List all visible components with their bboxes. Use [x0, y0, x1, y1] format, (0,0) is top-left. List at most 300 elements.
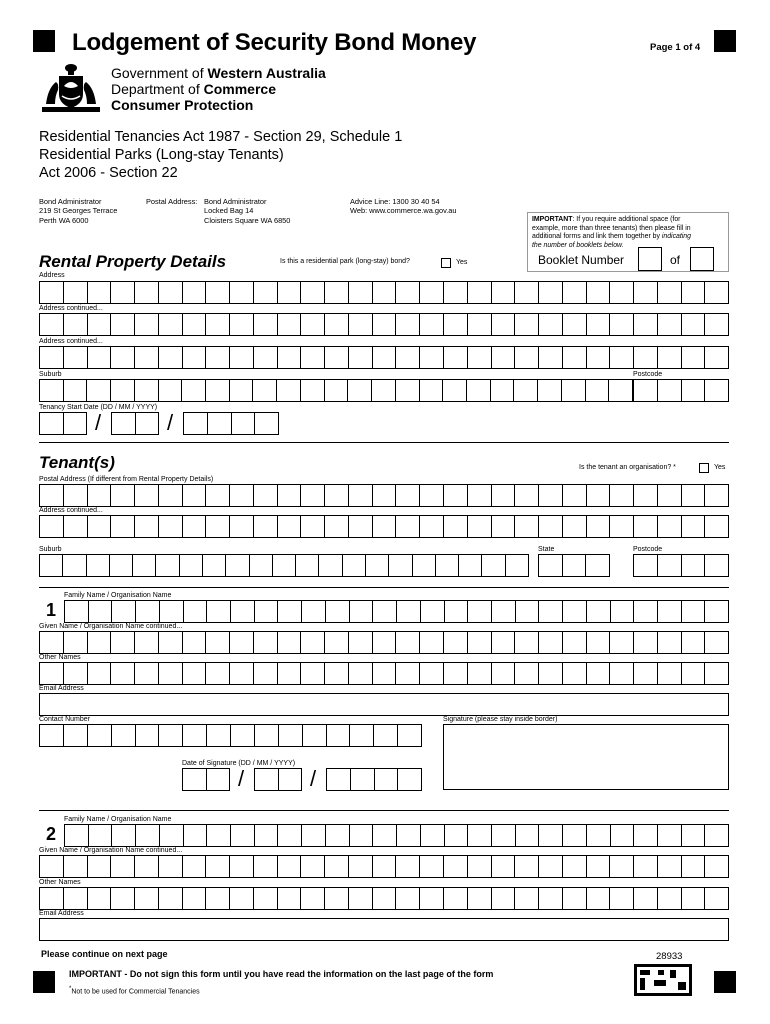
character-cell[interactable]: [633, 856, 657, 877]
character-cell[interactable]: [514, 856, 538, 877]
character-cell[interactable]: [134, 516, 158, 537]
character-cell[interactable]: [348, 282, 372, 303]
character-cell[interactable]: [349, 725, 373, 746]
character-cell[interactable]: [229, 632, 253, 653]
character-cell[interactable]: [135, 413, 159, 434]
character-cell[interactable]: [229, 380, 253, 401]
character-cell[interactable]: [608, 380, 632, 401]
character-cell[interactable]: [206, 725, 230, 746]
character-cell[interactable]: [302, 725, 326, 746]
character-cell[interactable]: [490, 380, 514, 401]
character-cell[interactable]: [388, 555, 411, 576]
character-cell[interactable]: [300, 282, 324, 303]
character-cell[interactable]: [681, 555, 705, 576]
character-cell[interactable]: [40, 380, 63, 401]
character-cell[interactable]: [443, 888, 467, 909]
character-cell[interactable]: [134, 632, 158, 653]
tenant2-family-name-field[interactable]: [64, 824, 729, 847]
character-cell[interactable]: [253, 314, 277, 335]
tenant2-given-name-field[interactable]: [39, 855, 729, 878]
character-cell[interactable]: [395, 516, 419, 537]
character-cell[interactable]: [207, 413, 231, 434]
character-cell[interactable]: [538, 347, 562, 368]
character-cell[interactable]: [182, 663, 206, 684]
tenant1-contact-field[interactable]: [39, 724, 422, 747]
character-cell[interactable]: [681, 380, 705, 401]
character-cell[interactable]: [538, 663, 562, 684]
character-cell[interactable]: [481, 555, 504, 576]
character-cell[interactable]: [561, 380, 585, 401]
character-cell[interactable]: [205, 632, 229, 653]
character-cell[interactable]: [158, 314, 182, 335]
character-cell[interactable]: [111, 601, 135, 622]
character-cell[interactable]: [395, 347, 419, 368]
character-cell[interactable]: [586, 485, 610, 506]
character-cell[interactable]: [300, 347, 324, 368]
character-cell[interactable]: [254, 725, 278, 746]
character-cell[interactable]: [158, 282, 182, 303]
character-cell[interactable]: [657, 825, 681, 846]
character-cell[interactable]: [112, 413, 135, 434]
character-cell[interactable]: [704, 663, 728, 684]
character-cell[interactable]: [586, 347, 610, 368]
character-cell[interactable]: [491, 663, 515, 684]
character-cell[interactable]: [276, 380, 300, 401]
character-cell[interactable]: [443, 856, 467, 877]
character-cell[interactable]: [458, 555, 481, 576]
character-cell[interactable]: [158, 347, 182, 368]
character-cell[interactable]: [513, 380, 537, 401]
character-cell[interactable]: [444, 825, 468, 846]
character-cell[interactable]: [40, 282, 63, 303]
character-cell[interactable]: [514, 282, 538, 303]
character-cell[interactable]: [681, 485, 705, 506]
character-cell[interactable]: [365, 555, 388, 576]
character-cell[interactable]: [110, 663, 134, 684]
character-cell[interactable]: [348, 663, 372, 684]
character-cell[interactable]: [300, 888, 324, 909]
character-cell[interactable]: [442, 380, 466, 401]
character-cell[interactable]: [419, 347, 443, 368]
character-cell[interactable]: [371, 380, 395, 401]
character-cell[interactable]: [40, 314, 63, 335]
character-cell[interactable]: [301, 601, 325, 622]
character-cell[interactable]: [657, 663, 681, 684]
character-cell[interactable]: [419, 663, 443, 684]
character-cell[interactable]: [231, 413, 255, 434]
character-cell[interactable]: [634, 555, 657, 576]
character-cell[interactable]: [300, 663, 324, 684]
character-cell[interactable]: [372, 516, 396, 537]
character-cell[interactable]: [586, 516, 610, 537]
character-cell[interactable]: [467, 282, 491, 303]
character-cell[interactable]: [347, 380, 371, 401]
character-cell[interactable]: [586, 888, 610, 909]
character-cell[interactable]: [348, 632, 372, 653]
character-cell[interactable]: [158, 485, 182, 506]
character-cell[interactable]: [396, 825, 420, 846]
character-cell[interactable]: [562, 485, 586, 506]
character-cell[interactable]: [562, 825, 586, 846]
character-cell[interactable]: [657, 555, 681, 576]
character-cell[interactable]: [397, 769, 421, 790]
character-cell[interactable]: [324, 856, 348, 877]
character-cell[interactable]: [253, 516, 277, 537]
character-cell[interactable]: [182, 485, 206, 506]
character-cell[interactable]: [633, 632, 657, 653]
character-cell[interactable]: [443, 485, 467, 506]
character-cell[interactable]: [467, 856, 491, 877]
character-cell[interactable]: [419, 856, 443, 877]
character-cell[interactable]: [134, 485, 158, 506]
character-cell[interactable]: [86, 555, 109, 576]
character-cell[interactable]: [372, 888, 396, 909]
character-cell[interactable]: [63, 314, 87, 335]
character-cell[interactable]: [324, 347, 348, 368]
character-cell[interactable]: [110, 314, 134, 335]
character-cell[interactable]: [277, 888, 301, 909]
character-cell[interactable]: [135, 725, 159, 746]
character-cell[interactable]: [537, 380, 561, 401]
character-cell[interactable]: [63, 632, 87, 653]
character-cell[interactable]: [514, 888, 538, 909]
character-cell[interactable]: [325, 601, 349, 622]
character-cell[interactable]: [505, 555, 528, 576]
character-cell[interactable]: [324, 663, 348, 684]
character-cell[interactable]: [467, 888, 491, 909]
character-cell[interactable]: [657, 282, 681, 303]
character-cell[interactable]: [40, 516, 63, 537]
character-cell[interactable]: [324, 282, 348, 303]
character-cell[interactable]: [205, 380, 229, 401]
character-cell[interactable]: [229, 516, 253, 537]
character-cell[interactable]: [253, 856, 277, 877]
character-cell[interactable]: [87, 516, 111, 537]
character-cell[interactable]: [225, 555, 248, 576]
character-cell[interactable]: [515, 825, 539, 846]
tenancy-start-year[interactable]: [183, 412, 279, 435]
character-cell[interactable]: [110, 282, 134, 303]
character-cell[interactable]: [609, 632, 633, 653]
character-cell[interactable]: [87, 282, 111, 303]
character-cell[interactable]: [229, 314, 253, 335]
rental-suburb-field[interactable]: [39, 379, 633, 402]
character-cell[interactable]: [205, 663, 229, 684]
character-cell[interactable]: [681, 516, 705, 537]
character-cell[interactable]: [443, 516, 467, 537]
tenant-address-continued-field[interactable]: [39, 515, 729, 538]
character-cell[interactable]: [230, 601, 254, 622]
character-cell[interactable]: [253, 888, 277, 909]
tenant1-signature-box[interactable]: [443, 724, 729, 790]
character-cell[interactable]: [348, 516, 372, 537]
character-cell[interactable]: [134, 347, 158, 368]
tenant1-given-name-field[interactable]: [39, 631, 729, 654]
character-cell[interactable]: [183, 601, 207, 622]
tenant2-other-names-field[interactable]: [39, 887, 729, 910]
character-cell[interactable]: [491, 485, 515, 506]
character-cell[interactable]: [182, 856, 206, 877]
character-cell[interactable]: [63, 856, 87, 877]
character-cell[interactable]: [295, 555, 318, 576]
character-cell[interactable]: [562, 282, 586, 303]
rental-address-continued-field-2[interactable]: [39, 346, 729, 369]
character-cell[interactable]: [86, 380, 110, 401]
character-cell[interactable]: [681, 601, 705, 622]
character-cell[interactable]: [88, 601, 112, 622]
character-cell[interactable]: [681, 888, 705, 909]
character-cell[interactable]: [681, 856, 705, 877]
character-cell[interactable]: [657, 380, 681, 401]
character-cell[interactable]: [396, 601, 420, 622]
character-cell[interactable]: [87, 663, 111, 684]
character-cell[interactable]: [183, 825, 207, 846]
character-cell[interactable]: [467, 601, 491, 622]
character-cell[interactable]: [40, 725, 63, 746]
tenant-state-field[interactable]: [538, 554, 610, 577]
character-cell[interactable]: [301, 825, 325, 846]
character-cell[interactable]: [254, 601, 278, 622]
character-cell[interactable]: [324, 380, 348, 401]
character-cell[interactable]: [586, 601, 610, 622]
character-cell[interactable]: [704, 282, 728, 303]
character-cell[interactable]: [87, 314, 111, 335]
character-cell[interactable]: [159, 601, 183, 622]
character-cell[interactable]: [111, 725, 135, 746]
character-cell[interactable]: [704, 856, 728, 877]
character-cell[interactable]: [324, 485, 348, 506]
character-cell[interactable]: [325, 825, 349, 846]
character-cell[interactable]: [63, 725, 87, 746]
character-cell[interactable]: [491, 856, 515, 877]
character-cell[interactable]: [609, 663, 633, 684]
character-cell[interactable]: [253, 632, 277, 653]
character-cell[interactable]: [681, 663, 705, 684]
character-cell[interactable]: [419, 380, 443, 401]
character-cell[interactable]: [395, 632, 419, 653]
character-cell[interactable]: [349, 601, 373, 622]
character-cell[interactable]: [155, 555, 178, 576]
character-cell[interactable]: [158, 632, 182, 653]
character-cell[interactable]: [538, 601, 562, 622]
character-cell[interactable]: [253, 347, 277, 368]
character-cell[interactable]: [277, 825, 301, 846]
character-cell[interactable]: [40, 663, 63, 684]
character-cell[interactable]: [181, 380, 205, 401]
character-cell[interactable]: [467, 347, 491, 368]
character-cell[interactable]: [87, 632, 111, 653]
character-cell[interactable]: [681, 282, 705, 303]
character-cell[interactable]: [372, 601, 396, 622]
character-cell[interactable]: [419, 888, 443, 909]
character-cell[interactable]: [538, 314, 562, 335]
character-cell[interactable]: [182, 725, 206, 746]
character-cell[interactable]: [704, 347, 728, 368]
character-cell[interactable]: [562, 516, 586, 537]
character-cell[interactable]: [324, 888, 348, 909]
character-cell[interactable]: [205, 347, 229, 368]
character-cell[interactable]: [277, 516, 301, 537]
character-cell[interactable]: [158, 888, 182, 909]
character-cell[interactable]: [395, 314, 419, 335]
character-cell[interactable]: [514, 347, 538, 368]
character-cell[interactable]: [205, 282, 229, 303]
character-cell[interactable]: [586, 856, 610, 877]
character-cell[interactable]: [704, 632, 728, 653]
character-cell[interactable]: [514, 516, 538, 537]
character-cell[interactable]: [538, 856, 562, 877]
character-cell[interactable]: [443, 663, 467, 684]
character-cell[interactable]: [65, 601, 88, 622]
character-cell[interactable]: [134, 856, 158, 877]
character-cell[interactable]: [514, 314, 538, 335]
rental-address-continued-field-1[interactable]: [39, 313, 729, 336]
character-cell[interactable]: [277, 856, 301, 877]
character-cell[interactable]: [110, 516, 134, 537]
character-cell[interactable]: [395, 485, 419, 506]
character-cell[interactable]: [254, 413, 278, 434]
character-cell[interactable]: [491, 632, 515, 653]
character-cell[interactable]: [467, 314, 491, 335]
tenant-suburb-field[interactable]: [39, 554, 529, 577]
character-cell[interactable]: [318, 555, 341, 576]
character-cell[interactable]: [182, 314, 206, 335]
character-cell[interactable]: [704, 825, 728, 846]
character-cell[interactable]: [491, 516, 515, 537]
character-cell[interactable]: [538, 282, 562, 303]
character-cell[interactable]: [342, 555, 365, 576]
character-cell[interactable]: [704, 314, 728, 335]
character-cell[interactable]: [420, 825, 444, 846]
character-cell[interactable]: [272, 555, 295, 576]
character-cell[interactable]: [230, 725, 254, 746]
character-cell[interactable]: [419, 314, 443, 335]
character-cell[interactable]: [40, 347, 63, 368]
character-cell[interactable]: [657, 485, 681, 506]
character-cell[interactable]: [586, 632, 610, 653]
character-cell[interactable]: [252, 380, 276, 401]
character-cell[interactable]: [300, 485, 324, 506]
character-cell[interactable]: [609, 347, 633, 368]
character-cell[interactable]: [562, 632, 586, 653]
character-cell[interactable]: [40, 888, 63, 909]
tenant1-signature-month[interactable]: [254, 768, 302, 791]
character-cell[interactable]: [134, 282, 158, 303]
tenant-postcode-field[interactable]: [633, 554, 729, 577]
organisation-yes-checkbox[interactable]: [699, 463, 709, 473]
character-cell[interactable]: [110, 888, 134, 909]
character-cell[interactable]: [205, 516, 229, 537]
character-cell[interactable]: [610, 825, 634, 846]
character-cell[interactable]: [87, 856, 111, 877]
character-cell[interactable]: [205, 856, 229, 877]
character-cell[interactable]: [395, 888, 419, 909]
character-cell[interactable]: [159, 825, 183, 846]
character-cell[interactable]: [40, 632, 63, 653]
character-cell[interactable]: [179, 555, 202, 576]
character-cell[interactable]: [324, 516, 348, 537]
character-cell[interactable]: [132, 555, 155, 576]
character-cell[interactable]: [538, 825, 562, 846]
character-cell[interactable]: [633, 282, 657, 303]
character-cell[interactable]: [134, 888, 158, 909]
character-cell[interactable]: [467, 663, 491, 684]
character-cell[interactable]: [182, 888, 206, 909]
booklet-number-input[interactable]: [638, 247, 662, 271]
tenancy-start-day[interactable]: [39, 412, 87, 435]
character-cell[interactable]: [65, 825, 88, 846]
character-cell[interactable]: [206, 769, 230, 790]
character-cell[interactable]: [681, 347, 705, 368]
character-cell[interactable]: [278, 769, 302, 790]
character-cell[interactable]: [40, 856, 63, 877]
character-cell[interactable]: [372, 632, 396, 653]
character-cell[interactable]: [348, 485, 372, 506]
character-cell[interactable]: [277, 485, 301, 506]
character-cell[interactable]: [300, 632, 324, 653]
character-cell[interactable]: [111, 825, 135, 846]
character-cell[interactable]: [87, 347, 111, 368]
character-cell[interactable]: [349, 825, 373, 846]
character-cell[interactable]: [538, 516, 562, 537]
character-cell[interactable]: [134, 314, 158, 335]
character-cell[interactable]: [372, 856, 396, 877]
character-cell[interactable]: [158, 380, 182, 401]
tenant1-other-names-field[interactable]: [39, 662, 729, 685]
tenant1-email-field[interactable]: [39, 693, 729, 716]
character-cell[interactable]: [657, 632, 681, 653]
character-cell[interactable]: [277, 282, 301, 303]
tenant1-signature-year[interactable]: [326, 768, 422, 791]
character-cell[interactable]: [277, 347, 301, 368]
character-cell[interactable]: [87, 888, 111, 909]
character-cell[interactable]: [586, 825, 610, 846]
character-cell[interactable]: [419, 516, 443, 537]
character-cell[interactable]: [633, 663, 657, 684]
character-cell[interactable]: [205, 485, 229, 506]
character-cell[interactable]: [134, 663, 158, 684]
character-cell[interactable]: [372, 314, 396, 335]
character-cell[interactable]: [562, 888, 586, 909]
character-cell[interactable]: [514, 485, 538, 506]
character-cell[interactable]: [609, 485, 633, 506]
character-cell[interactable]: [467, 632, 491, 653]
character-cell[interactable]: [110, 632, 134, 653]
character-cell[interactable]: [704, 380, 728, 401]
character-cell[interactable]: [681, 825, 705, 846]
character-cell[interactable]: [63, 347, 87, 368]
character-cell[interactable]: [182, 282, 206, 303]
character-cell[interactable]: [110, 485, 134, 506]
character-cell[interactable]: [183, 769, 206, 790]
character-cell[interactable]: [395, 380, 419, 401]
tenancy-start-month[interactable]: [111, 412, 159, 435]
character-cell[interactable]: [514, 663, 538, 684]
character-cell[interactable]: [466, 380, 490, 401]
character-cell[interactable]: [63, 380, 87, 401]
character-cell[interactable]: [88, 825, 112, 846]
character-cell[interactable]: [158, 663, 182, 684]
character-cell[interactable]: [324, 632, 348, 653]
character-cell[interactable]: [609, 282, 633, 303]
character-cell[interactable]: [249, 555, 272, 576]
character-cell[interactable]: [300, 380, 324, 401]
tenant2-email-field[interactable]: [39, 918, 729, 941]
character-cell[interactable]: [110, 347, 134, 368]
character-cell[interactable]: [657, 516, 681, 537]
character-cell[interactable]: [515, 601, 539, 622]
character-cell[interactable]: [412, 555, 435, 576]
